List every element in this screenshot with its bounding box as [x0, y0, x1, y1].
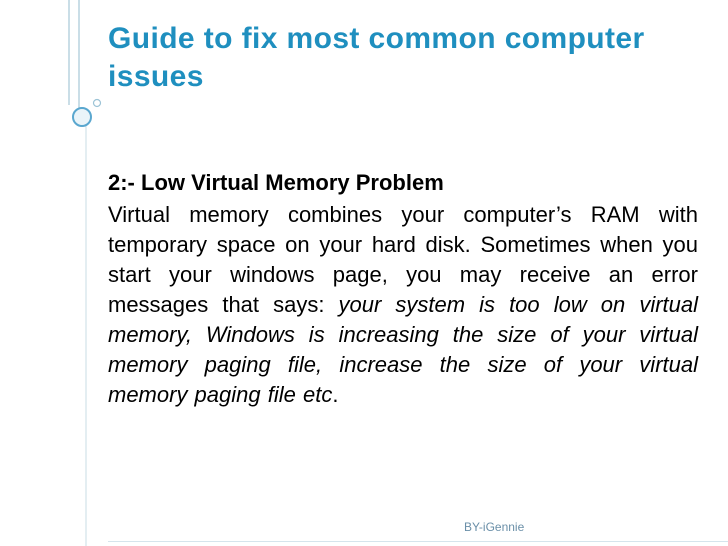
error-message-text: your system is too low on virtual memory, Windows is increasing the size of your virtual memory paging file, increase the size of your virtual memory paging file etc — [108, 292, 699, 407]
footer-divider — [108, 541, 728, 542]
paragraph-text: Virtual memory combines your computer’s RAM with temporary space on your hard disk. Sometimes when you start your windows page, you may receive an error messages that says: — [108, 202, 698, 317]
decor-small-circle — [94, 100, 101, 107]
decor-large-circle — [73, 108, 91, 126]
body-paragraph — [108, 200, 698, 410]
decorative-lines — [0, 0, 120, 546]
slide-title: Guide to fix most common computer issues — [108, 22, 645, 93]
section-heading: 2:- Low Virtual Memory Problem — [108, 170, 444, 195]
paragraph-end: . — [332, 382, 339, 407]
footer-credit: BY-iGennie — [464, 520, 525, 534]
slide-body — [108, 168, 698, 410]
